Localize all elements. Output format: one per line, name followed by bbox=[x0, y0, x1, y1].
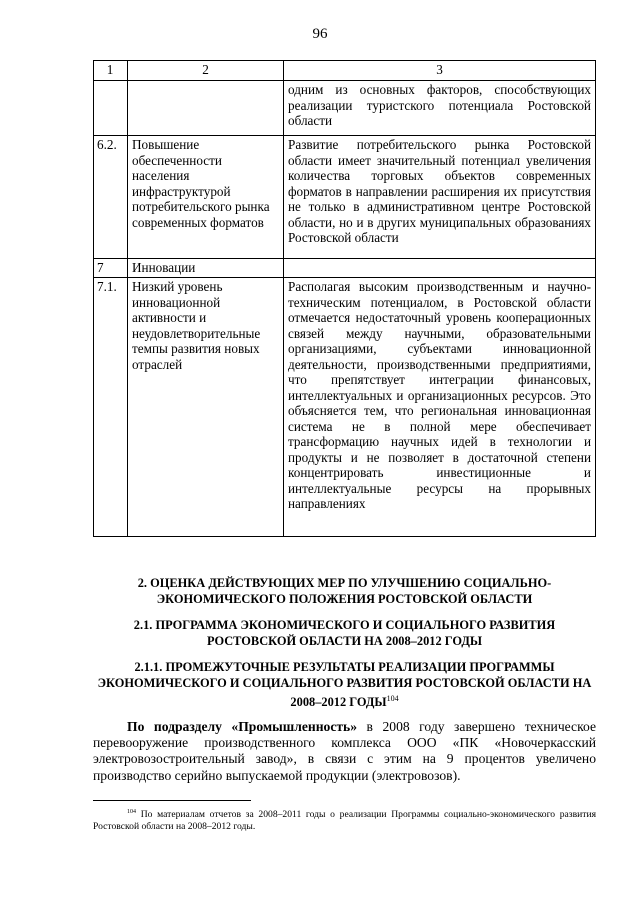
heading-section-2-1-1 bbox=[93, 660, 596, 711]
section-headings bbox=[93, 576, 596, 722]
row-text: одним из основных факторов, способствующих реализации туристского потенциала Ростовской области bbox=[284, 81, 596, 136]
paragraph-body: в 2008 году завершено техническое перевооружение производственного комплекса ООО «ПК «Новочеркасский электровозостроительный завод», в связи с этим на 9 процентов увеличено производство серийно выпускаемой продукции (электровозов). bbox=[93, 719, 596, 783]
footnote-reference: 104 bbox=[386, 694, 399, 703]
row-number: 7 bbox=[94, 259, 128, 278]
row-number bbox=[94, 81, 128, 136]
heading-section-2-1: 2.1. ПРОГРАММА ЭКОНОМИЧЕСКОГО И СОЦИАЛЬНОГО РАЗВИТИЯ РОСТОВСКОЙ ОБЛАСТИ НА 2008–2012 ГОДЫ bbox=[133, 618, 556, 648]
row-title: Повышение обеспеченности населения инфраструктурой потребительского рынка современных форматов bbox=[128, 136, 284, 259]
table-row bbox=[94, 81, 596, 136]
row-text: Развитие потребительского рынка Ростовской области имеет значительный потенциал увеличения количества торговых объектов современных форматов в направлении расширения их присутствия не только в административном центре Ростовской области, но и в других муниципальных образованиях Ростовской области bbox=[284, 136, 596, 259]
header-cell-3: 3 bbox=[284, 61, 596, 81]
row-text bbox=[284, 259, 596, 278]
footnote-divider bbox=[93, 800, 251, 801]
heading-section-2: 2. ОЦЕНКА ДЕЙСТВУЮЩИХ МЕР ПО УЛУЧШЕНИЮ СОЦИАЛЬНО-ЭКОНОМИЧЕСКОГО ПОЛОЖЕНИЯ РОСТОВСКОЙ ОБЛАСТИ bbox=[137, 576, 552, 606]
heading-section-2-1-1-text: 2.1.1. ПРОМЕЖУТОЧНЫЕ РЕЗУЛЬТАТЫ РЕАЛИЗАЦИИ ПРОГРАММЫ ЭКОНОМИЧЕСКОГО И СОЦИАЛЬНОГО РАЗВИТИЯ РОСТОВСКОЙ ОБЛАСТИ НА 2008–2012 ГОДЫ bbox=[97, 660, 592, 710]
footnote-text: По материалам отчетов за 2008–2011 годы о реализации Программы социально-экономического развития Ростовской области на 2008–2012 годы. bbox=[93, 809, 596, 833]
table-row bbox=[94, 278, 596, 537]
table-header-row bbox=[94, 61, 596, 81]
page-number: 96 bbox=[312, 26, 328, 42]
table-row bbox=[94, 136, 596, 259]
data-table bbox=[93, 60, 596, 537]
row-title bbox=[128, 81, 284, 136]
row-title: Низкий уровень инновационной активности и неудовлетворительные темпы развития новых отраслей bbox=[128, 278, 284, 537]
header-cell-2: 2 bbox=[128, 61, 284, 81]
table-row-section bbox=[94, 259, 596, 278]
footnote bbox=[93, 806, 596, 833]
row-number: 6.2. bbox=[94, 136, 128, 259]
body-paragraph bbox=[93, 719, 596, 784]
paragraph-lead: По подразделу «Промышленность» bbox=[127, 719, 358, 734]
row-title: Инновации bbox=[128, 259, 284, 278]
footnote-mark: 104 bbox=[127, 809, 136, 815]
row-number: 7.1. bbox=[94, 278, 128, 537]
row-text: Располагая высоким производственным и научно-техническим потенциалом, в Ростовской области отмечается недостаточный уровень кооперационных связей между научными, образовательными организациями, субъектами инновационной деятельности, производственными предприятиями, что препятствует интеграции финансовых, интеллектуальных и организационных ресурсов. Это объясняется тем, что региональная инновационная система не в полной мере обеспечивает трансформацию научных идей в технологии и продукты и не позволяет в достаточной степени концентрировать инвестиционные и интеллектуальные ресурсы на прорывных направлениях bbox=[284, 278, 596, 537]
header-cell-1: 1 bbox=[94, 61, 128, 81]
